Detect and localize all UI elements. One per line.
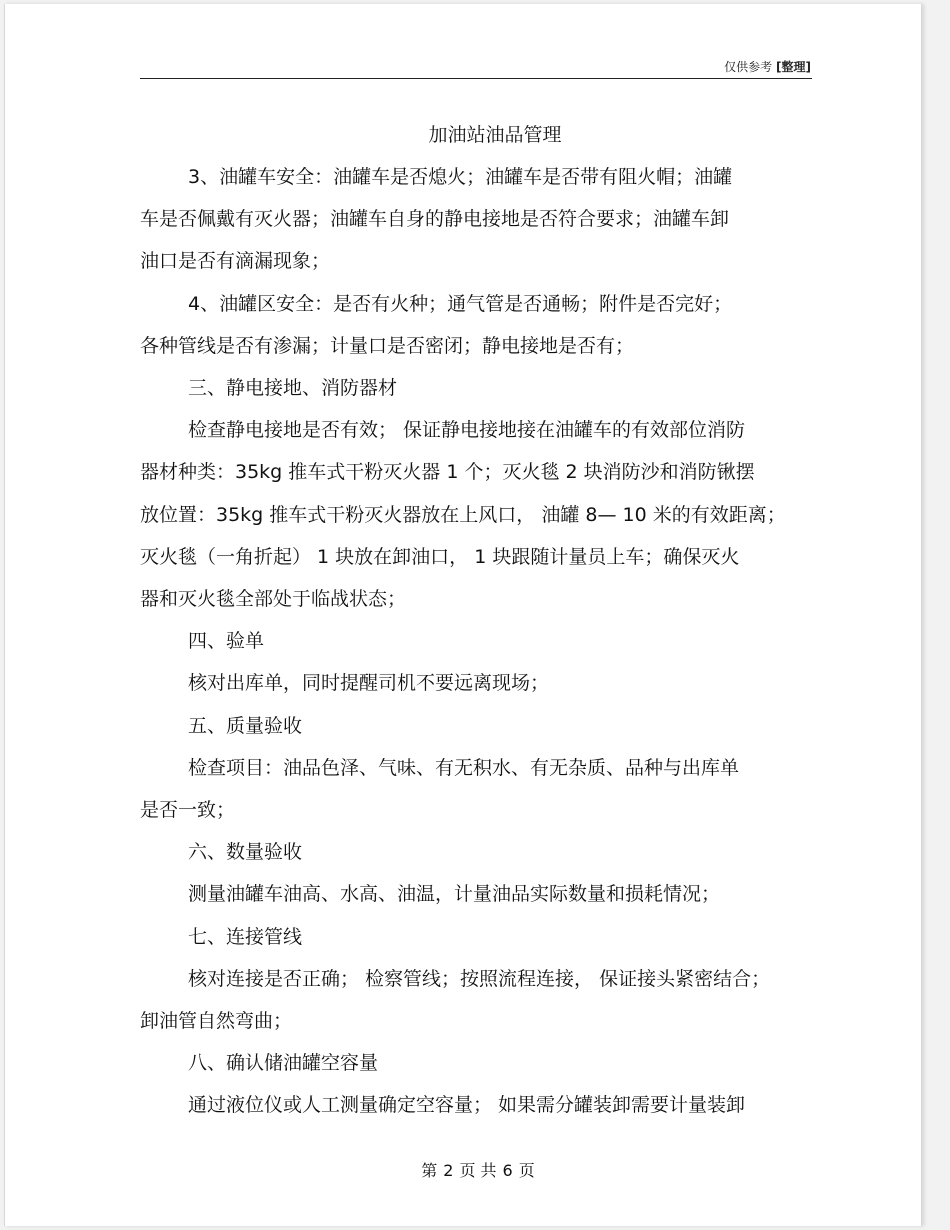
body-line: 车是否佩戴有灭火器；油罐车自身的静电接地是否符合要求；油罐车卸 <box>140 208 730 231</box>
body-line: 灭火毯（一角折起） 1 块放在卸油口， 1 块跟随计量员上车；确保灭火 <box>140 545 740 568</box>
footer-mid: 页 共 <box>459 1161 497 1180</box>
body-line: 3、油罐车安全：油罐车是否熄火；油罐车是否带有阻火帽；油罐 <box>188 166 733 188</box>
page-footer <box>5 1158 950 1181</box>
body-line: 八、确认储油罐空容量 <box>188 1052 379 1075</box>
footer-total-pages: 6 <box>502 1161 513 1180</box>
body-line: 核对连接是否正确； 检察管线；按照流程连接， 保证接头紧密结合； <box>188 967 771 990</box>
header-note <box>724 58 811 75</box>
body-line: 检查静电接地是否有效； 保证静电接地接在油罐车的有效部位消防 <box>188 419 746 442</box>
document-title: 加油站油品管理 <box>428 124 562 146</box>
body-line: 是否一致； <box>140 799 236 822</box>
body-line: 器和灭火毯全部处于临战状态； <box>140 588 407 611</box>
header-tag: [整理] <box>776 60 811 74</box>
body-line: 测量油罐车油高、水高、油温，计量油品实际数量和损耗情况； <box>188 883 721 906</box>
body-line: 油口是否有滴漏现象； <box>140 250 331 273</box>
body-line: 通过液位仪或人工测量确定空容量； 如果需分罐装卸需要计量装卸 <box>188 1094 746 1117</box>
footer-prefix: 第 <box>421 1161 438 1180</box>
body-line: 四、验单 <box>188 630 265 653</box>
header-note-text: 仅供参考 <box>724 60 773 74</box>
body-line: 卸油管自然弯曲； <box>140 1010 293 1033</box>
body-line: 六、数量验收 <box>188 841 303 864</box>
body-line: 放位置：35kg 推车式干粉灭火器放在上风口， 油罐 8— 10 米的有效距离； <box>140 503 786 526</box>
body-line: 器材种类：35kg 推车式干粉灭火器 1 个；灭火毯 2 块消防沙和消防锹摆 <box>140 461 755 484</box>
body-line: 三、静电接地、消防器材 <box>188 377 398 400</box>
footer-current-page: 2 <box>443 1161 454 1180</box>
header-divider <box>140 78 812 79</box>
document-page <box>4 4 922 1226</box>
body-line: 各种管线是否有渗漏；计量口是否密闭；静电接地是否有； <box>140 334 635 357</box>
footer-suffix: 页 <box>518 1161 535 1180</box>
document-body <box>140 156 840 1127</box>
body-line: 4、油罐区安全：是否有火种；通气管是否通畅；附件是否完好； <box>188 292 733 315</box>
body-line: 核对出库单，同时提醒司机不要远离现场； <box>188 672 550 695</box>
body-line: 五、质量验收 <box>188 714 303 737</box>
body-line: 检查项目：油品色泽、气味、有无积水、有无杂质、品种与出库单 <box>188 756 740 779</box>
body-line: 七、连接管线 <box>188 925 303 948</box>
